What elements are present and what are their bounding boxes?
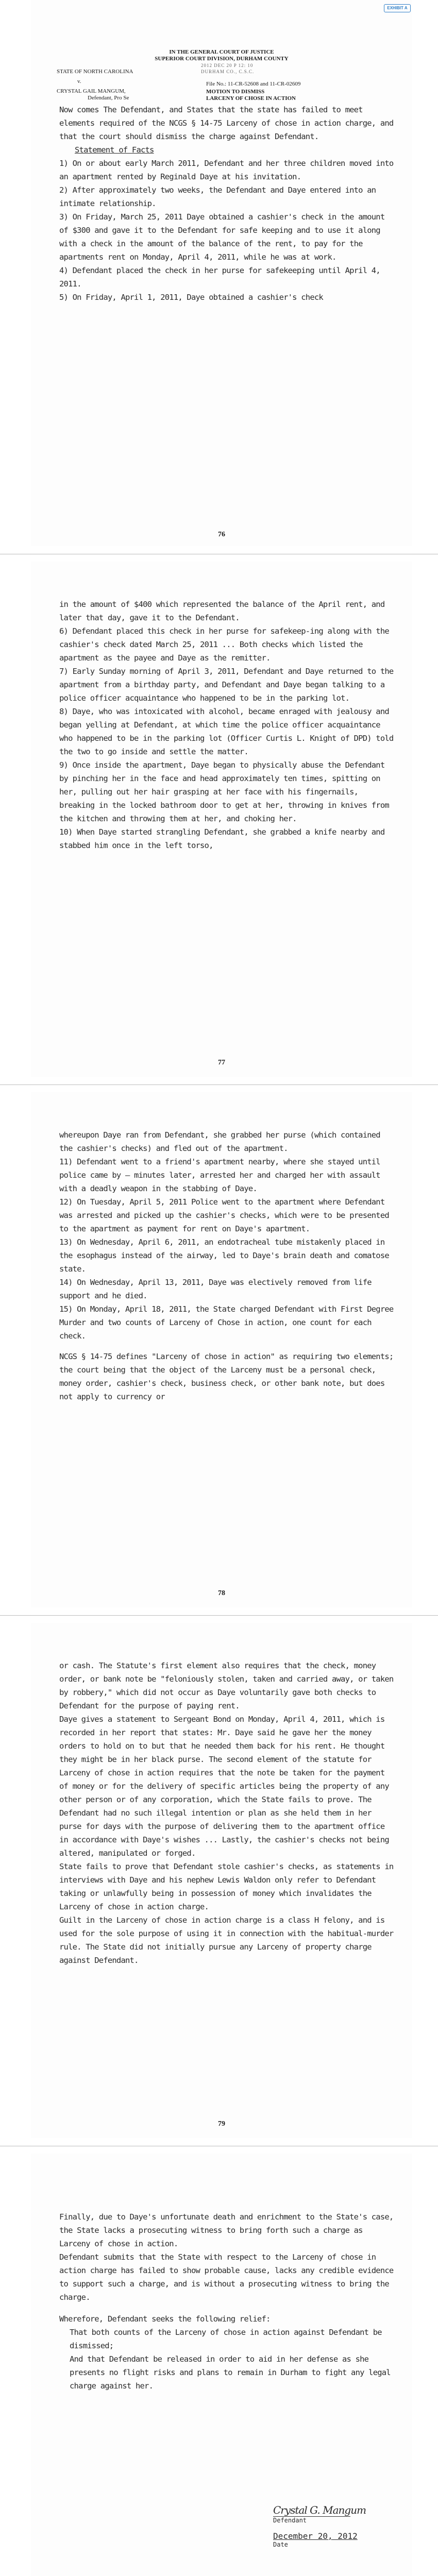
page-80 — [31, 2154, 412, 2576]
intro-paragraph: Now comes The Defendant, and States that the state has failed to meet elements required of the NCGS § 14-75 Larceny of chose in action charge, and that the court should dismiss the charge against Defendant. — [59, 105, 394, 141]
case-caption — [31, 49, 412, 100]
statute-paragraph: NCGS § 14-75 defines "Larceny of chose in action" as requiring two elements; the court being that the object of the Larceny must be a personal check, money order, cashier's check, business check, or other bank note, but does not apply to currency or — [59, 1352, 394, 1401]
fact-15: 15) On Monday, April 18, 2011, the State charged Defendant with First Degree Murder and two counts of Larceny of Chose in action, one count for each check. — [59, 1304, 394, 1341]
relief-item: That both counts of the Larceny of chose in action against Defendant be dismissed; — [70, 2328, 382, 2350]
fact-8: 8) Daye, who was intoxicated with alcohol, became enraged with jealousy and began yelling at Defendant, at which time the police officer acquaintance who happened to be in the parking lot (Officer Curtis L. Knight of DPD) told the two to go inside and settle the matter. — [59, 707, 394, 756]
page-number: 79 — [218, 2120, 225, 2128]
fact-11: 11) Defendant went to a friend's apartment nearby, where she stayed until police came by — minutes later, arrested her and charged her with assault with a deadly weapon in the stabbing of Daye. — [59, 1157, 380, 1193]
text-block: Finally, due to Daye's unfortunate death and enrichment to the State's case, the State lacks a prosecuting witness to bring forth such a charge as Larceny of chose in action. — [59, 2212, 394, 2248]
handwritten-body-p3 — [59, 1128, 394, 1403]
text-block: Daye gives a statement to Sergeant Bond on Monday, April 4, 2011, which is recorded in her report that states: Mr. Daye said he gave her the money orders to hold on to but that he needed them back for his rent. He thought they might be in her black purse. The second element of the statute for Larceny of chose in action requires that the note be taken for the payment of money or for the delivery of specific articles being the property of any other person or of any corporation, which the State fails to prove. The Defendant had no such illegal intention or plan as she held them in her purse for days with the purpose of delivering them to the apartment office in accordance with Daye's wishes ... Lastly, the cashier's checks not being altered, manipulated or forged. — [59, 1715, 389, 1858]
handwritten-body-p1 — [59, 103, 394, 304]
signature-role: Defendant — [273, 2517, 307, 2524]
fact-1: 1) On or about early March 2011, Defendant and her three children moved into an apartment rented by Reginald Daye at his invitation. — [59, 159, 394, 181]
page-number: 77 — [218, 1059, 225, 1066]
parties — [57, 69, 180, 101]
state-name: STATE OF NORTH CAROLINA — [57, 69, 133, 75]
text-block: State fails to prove that Defendant stole cashier's checks, as statements in interviews with Daye and his nephew Lewis Waldon only refer to Defendant taking or unlawfully being in possession of money which invalidates the Larceny of chose in action charge. — [59, 1862, 394, 1911]
defendant-name: CRYSTAL GAIL MANGUM, — [57, 88, 126, 94]
text-block: Guilt in the Larceny of chose in action charge is a class H felony, and is used for the sole purpose of using it in connection with the habitual-murder rule. The State did not initially pursue any Larceny of property charge against Defendant. — [59, 1916, 394, 1965]
text-block: in the amount of $400 which represented the balance of the April rent, and later that day, gave it to the Defendant. — [59, 600, 385, 622]
handwritten-body-p5 — [59, 2210, 394, 2393]
exhibit-tag: EXHIBIT A — [384, 4, 411, 12]
relief-heading: Wherefore, Defendant seeks the following relief: — [59, 2314, 271, 2324]
handwritten-body-p4 — [59, 1659, 394, 1967]
file-number: File No.: 11-CR-52608 and 11-CR-02609 — [206, 81, 301, 87]
page-divider — [0, 1084, 438, 1085]
text-block: whereupon Daye ran from Defendant, she grabbed her purse (which contained the cashier's checks) and fled out of the apartment. — [59, 1130, 380, 1153]
motion-title: MOTION TO DISMISS — [206, 89, 265, 95]
section-heading: Statement of Facts — [75, 145, 154, 155]
filing-stamp: 2012 DEC 20 P 12: 10 — [201, 63, 254, 68]
fact-4: 4) Defendant placed the check in her purse for safekeeping until April 4, 2011. — [59, 266, 380, 289]
page-79 — [31, 1623, 412, 2138]
case-info — [206, 81, 402, 102]
page-divider — [0, 1615, 438, 1616]
page-number: 78 — [218, 1589, 225, 1597]
filing-stamp-clerk: DURHAM CO., C.S.C. — [201, 69, 255, 74]
versus: v. — [77, 78, 81, 84]
fact-12: 12) On Tuesday, April 5, 2011 Police went to the apartment where Defendant was arrested and picked up the cashier's checks, which were to be presented to the apartment as payment for rent on Daye's apartment. — [59, 1197, 389, 1233]
page-78 — [31, 1092, 412, 1607]
signature-date: December 20, 2012 — [273, 2531, 358, 2541]
defendant-role: Defendant, Pro Se — [88, 95, 129, 101]
fact-5: 5) On Friday, April 1, 2011, Daye obtained a cashier's check — [59, 293, 323, 302]
fact-10: 10) When Daye started strangling Defendant, she grabbed a knife nearby and stabbed him once in the left torso, — [59, 827, 385, 850]
page-76 — [31, 0, 412, 546]
page-number: 76 — [218, 531, 225, 538]
fact-6: 6) Defendant placed this check in her purse for safekeep-ing along with the cashier's check dated March 25, 2011 ... Both checks which listed the apartment as the payee and Daye as the remitter. — [59, 626, 389, 663]
court-heading: IN THE GENERAL COURT OF JUSTICE SUPERIOR COURT DIVISION, DURHAM COUNTY — [155, 49, 289, 62]
page-77 — [31, 562, 412, 1077]
text-block: or cash. The Statute's first element also requires that the check, money order, or bank note be "feloniously stolen, taken and carried away, or taken by robbery," which did not occur as Daye voluntarily gave both checks to Defendant for the purpose of paying rent. — [59, 1661, 394, 1710]
signature: Crystal G. Mangum — [273, 2504, 366, 2516]
fact-13: 13) On Wednesday, April 6, 2011, an endotracheal tube mistakenly placed in the esophagus instead of the airway, led to Daye's brain death and comatose state. — [59, 1238, 389, 1274]
fact-14: 14) On Wednesday, April 13, 2011, Daye was electively removed from life support and he died. — [59, 1278, 372, 1300]
signature-block — [273, 2504, 386, 2548]
fact-3: 3) On Friday, March 25, 2011 Daye obtained a cashier's check in the amount of $300 and gave it to the Defendant for safe keeping and to use it along with a check in the amount of the balance of the rent, to pay for the apartments rent on Monday, April 4, 2011, while he was at work. — [59, 212, 385, 262]
text-block: Defendant submits that the State with respect to the Larceny of chose in action charge has failed to show probable cause, lacks any credible evidence to support such a charge, and is without a prosecuting witness to bring the charge. — [59, 2252, 394, 2302]
fact-9: 9) Once inside the apartment, Daye began to physically abuse the Defendant by pinching her in the face and head approximately ten times, spitting on her, pulling out her hair grasping at her face with his fingernails, breaking in the locked bathroom door to get at her, throwing in knives from the kitchen and throwing them at her, and choking her. — [59, 760, 389, 823]
relief-item: And that Defendant be released in order to aid in her defense as she presents no flight risks and plans to remain in Durham to fight any legal charge against her. — [70, 2354, 391, 2391]
date-label: Date — [273, 2541, 288, 2548]
fact-2: 2) After approximately two weeks, the Defendant and Daye entered into an intimate relationship. — [59, 185, 376, 208]
motion-subtitle: LARCENY OF CHOSE IN ACTION — [206, 95, 296, 101]
fact-7: 7) Early Sunday morning of April 3, 2011, Defendant and Daye returned to the apartment from a birthday party, and Defendant and Daye began talking to a police officer acquaintance who happened to be in the parking lot. — [59, 667, 394, 703]
handwritten-body-p2 — [59, 598, 394, 852]
